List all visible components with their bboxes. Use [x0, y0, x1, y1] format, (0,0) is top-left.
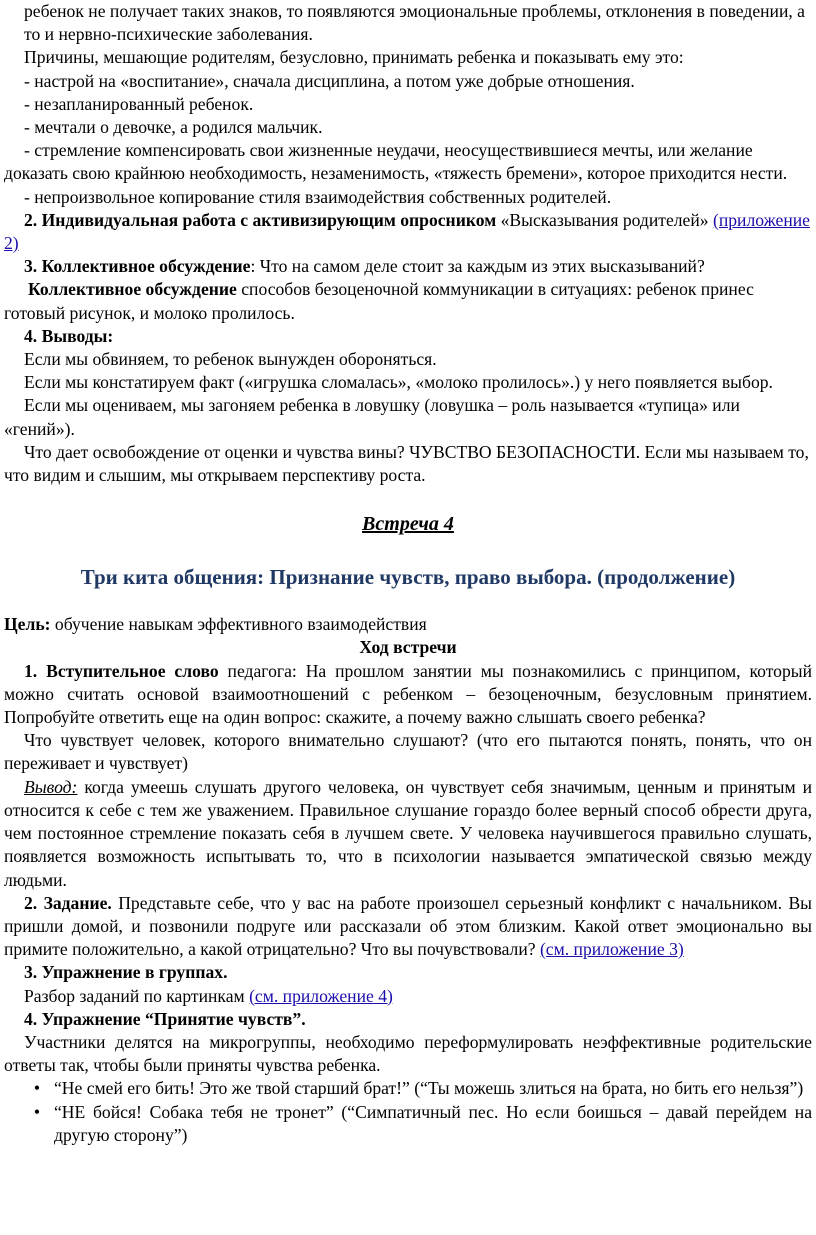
collective-discussion-2-heading: Коллективное обсуждение — [28, 279, 237, 300]
topic-title: Три кита общения: Признание чувств, право выбора. (продолжение) — [80, 565, 736, 590]
bullet-item — [4, 1101, 812, 1147]
section-individual-work-heading: 2. Индивидуальная работа с активизирующим опросником — [24, 209, 497, 230]
intro-speech — [4, 660, 812, 730]
listening-conclusion-text: когда умеешь слушать другого человека, он чувствует себя значимым, ценным и принятым и относится к себе с тем же уважением. Правильное слушание гораздо более верный способ обрести друга, чем постоянное стремление показать себя в лучшем свете. У человека научившегося правильно слушать, появляется возможность испытывать то, что в психологии называется эмпатической связью между людьми. — [4, 776, 812, 890]
listening-question: Что чувствует человек, которого внимательно слушают? (что его пытаются понять, понять, что он переживает и чувствует) — [4, 730, 812, 774]
collective-discussion-2-text: способов безоценочной коммуникации в ситуациях: ребенок принес готовый рисунок, и молоко пролилось. — [4, 279, 754, 323]
paragraph-consequences — [4, 0, 812, 46]
meeting-title: Встреча 4 — [362, 513, 454, 536]
goal-line — [4, 613, 812, 636]
task-section — [4, 892, 812, 962]
bullet-text-1: “Не смей его бить! Это же твой старший брат!” (“Ты можешь злиться на брата, но бить его нельзя”) — [54, 1078, 804, 1099]
listening-conclusion — [4, 776, 812, 892]
collective-discussion-heading: 3. Коллективное обсуждение — [24, 256, 251, 277]
intro-speech-heading: 1. Вступительное слово — [24, 660, 219, 681]
reason-item-2: - незапланированный ребенок. — [24, 93, 254, 114]
task-text: Представьте себе, что у вас на работе произошел серьезный конфликт с начальником. Вы пришли домой, и позвонили подруге или рассказали об этом близким. Какой ответ эмоционально вы примите положительно, а какой отрицательно? Что вы почувствовали? — [4, 892, 812, 960]
group-exercise-text — [4, 985, 812, 1008]
listening-conclusion-label: Вывод: — [24, 776, 78, 797]
appendix-4-link[interactable]: (см. приложение 4) — [249, 985, 393, 1006]
group-exercise-heading: 3. Упражнение в группах. — [24, 962, 228, 983]
section-individual-work — [4, 209, 812, 255]
conclusion-1: Если мы обвиняем, то ребенок вынужден обороняться. — [24, 349, 437, 370]
intro-speech-text: педагога: На прошлом занятии мы познакомились с принципом, который можно считать основой взаимоотношений с ребенком – безоценочным, безусловным принятием. Попробуйте ответить еще на один вопрос: скажите, а почему важно слышать своего ребенка? — [4, 660, 812, 728]
bullet-text-2: “НЕ бойся! Собака тебя не тронет” (“Симпатичный пес. Но если боишься – давай перейдем на другую сторону”) — [54, 1101, 812, 1145]
collective-discussion-text: : Что на самом деле стоит за каждым из этих высказываний? — [250, 256, 705, 277]
goal-text: обучение навыкам эффективного взаимодействия — [50, 614, 427, 635]
task-heading: 2. Задание. — [24, 892, 112, 913]
section-collective-discussion-2 — [4, 278, 812, 324]
paragraph-consequences-text: ребенок не получает таких знаков, то появляются эмоциональные проблемы, отклонения в поведении, а то и нервно-психические заболевания. — [24, 1, 805, 45]
bullet-icon: • — [33, 1101, 40, 1122]
feelings-exercise-text: Участники делятся на микрогруппы, необходимо переформулировать неэффективные родительские ответы так, чтобы были приняты чувства ребенка. — [4, 1031, 812, 1076]
goal-label: Цель: — [4, 614, 51, 635]
paragraph-reasons-intro: Причины, мешающие родителям, безусловно, принимать ребенка и показывать ему это: — [24, 47, 684, 68]
bullet-icon: • — [33, 1078, 40, 1099]
reason-item-3: - мечтали о девочке, а родился мальчик. — [24, 117, 323, 138]
conclusion-4: Что дает освобождение от оценки и чувства вины? ЧУВСТВО БЕЗОПАСНОСТИ. Если мы называем то, что видим и слышим, мы открываем перспективу роста. — [4, 441, 809, 486]
feelings-exercise-heading: 4. Упражнение “Принятие чувств”. — [24, 1008, 306, 1029]
group-exercise-desc: Разбор заданий по картинкам — [24, 985, 250, 1006]
conclusion-2: Если мы констатируем факт («игрушка сломалась», «молоко пролилось».) у него появляется выбор. — [24, 372, 773, 393]
reason-item-4: - стремление компенсировать свои жизненные неудачи, неосуществившиеся мечты, или желание доказать свою крайнюю необходимость, незаменимость, «тяжесть бремени», которое приходится нести. — [4, 140, 788, 184]
section-collective-discussion — [4, 255, 812, 278]
reason-item-5: - непроизвольное копирование стиля взаимодействия собственных родителей. — [24, 186, 612, 207]
appendix-2-link[interactable]: (приложение 2) — [4, 209, 810, 254]
appendix-3-link[interactable]: (см. приложение 3) — [539, 939, 684, 960]
course-title: Ход встречи — [359, 637, 457, 658]
conclusion-3: Если мы оцениваем, мы загоняем ребенка в ловушку (ловушка – роль называется «тупица» или «гений»). — [4, 395, 740, 439]
conclusions-heading: 4. Выводы: — [24, 325, 114, 346]
reason-item-1: - настрой на «воспитание», сначала дисциплина, а потом уже добрые отношения. — [24, 70, 635, 91]
bullet-item — [4, 1077, 812, 1100]
section-individual-work-text: «Высказывания родителей» — [496, 209, 709, 230]
